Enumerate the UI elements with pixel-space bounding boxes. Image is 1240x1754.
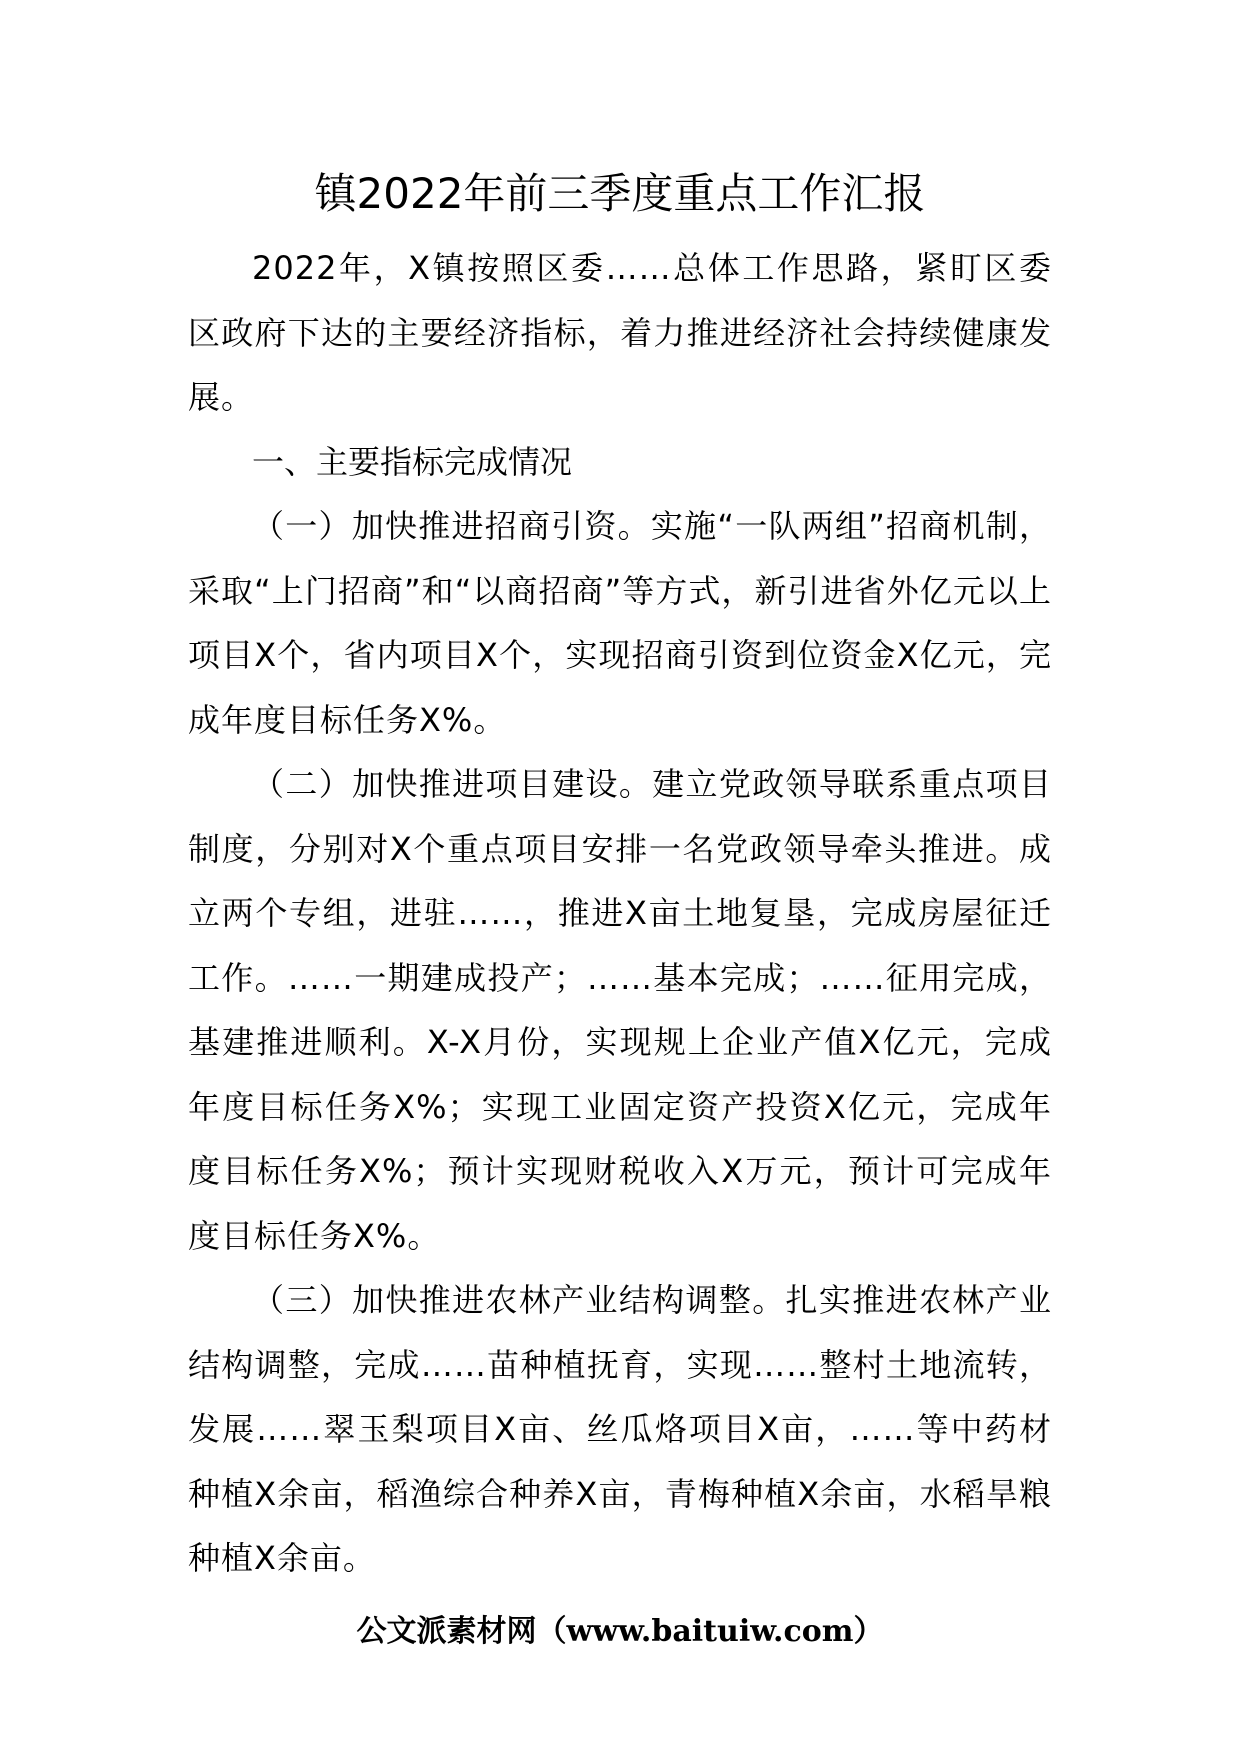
paragraph-agriculture: （三）加快推进农林产业结构调整。扎实推进农林产业结构调整，完成……苗种植抚育，实现……整村土地流转，发展……翠玉梨项目X亩、丝瓜烙项目X亩，……等中药材种植X余亩，稻渔综合种养X亩，青梅种植X余亩，水稻旱粮种植X余亩。 — [188, 1281, 1052, 1577]
document-title: 镇2022年前三季度重点工作汇报 — [314, 169, 926, 218]
paragraph-projects: （二）加快推进项目建设。建立党政领导联系重点项目制度，分别对X个重点项目安排一名党政领导牵头推进。成立两个专组，进驻……，推进X亩土地复垦，完成房屋征迁工作。……一期建成投产；……基本完成；……征用完成，基建推进顺利。X-X月份，实现规上企业产值X亿元，完成年度目标任务X%；实现工业固定资产投资X亿元，完成年度目标任务X%；预计实现财税收入X万元，预计可完成年度目标任务X%。 — [188, 765, 1052, 1255]
intro-paragraph: 2022年，X镇按照区委……总体工作思路，紧盯区委区政府下达的主要经济指标，着力推进经济社会持续健康发展。 — [188, 249, 1052, 416]
footer-watermark: 公文派素材网（www.baituiw.com） — [356, 1614, 884, 1649]
section-heading: 一、主要指标完成情况 — [252, 442, 573, 481]
document-body — [188, 236, 1052, 1591]
paragraph-investment: （一）加快推进招商引资。实施“一队两组”招商机制，采取“上门招商”和“以商招商”等方式，新引进省外亿元以上项目X个，省内项目X个，实现招商引资到位资金X亿元，完成年度目标任务X%。 — [188, 507, 1052, 739]
